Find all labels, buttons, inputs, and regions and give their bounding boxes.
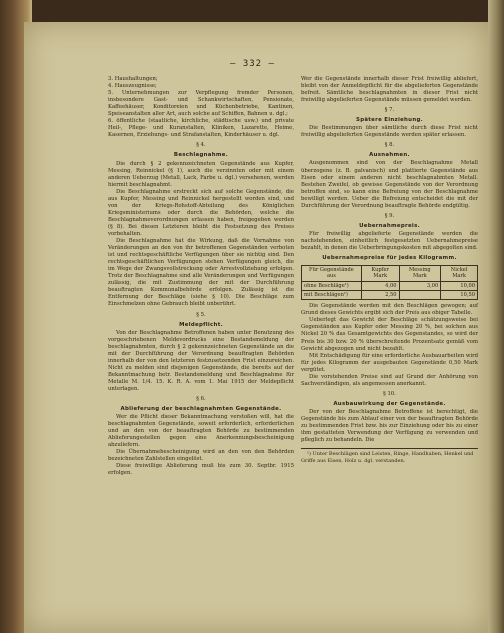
table-cell: 10,00 (441, 281, 478, 290)
list-item: 5. Unternehmungen zur Verpflegung fremder Personen, insbesondere Gast- und Schankwirtschaften, Pensionate, Kaffeehäuser, Konditoreien und Küchenbetriebe, Kantinen, Speiseanstalten aller Art, auch solche auf Schiffen, Bahnen u. dgl.; (108, 90, 294, 118)
list-item: 3. Haushaltungen; (108, 76, 158, 82)
paragraph: Ueberlegt das Gewicht der Beschläge schätzungsweise bei Gegenständen aus Kupfer oder Messing 20 %, bei solchen aus Nickel 20 % das Gesamtgewichts des Gegenstandes, so wird der Preis bis 30 bzw. 20 % überschreitende Prozentsatz gemäß vom Gewicht abgezogen und nicht bezahlt. (301, 317, 478, 352)
table-header: Messing Mark (399, 266, 441, 282)
table-header: Kupfer Mark (361, 266, 399, 282)
paragraph: Mit Entschädigung für eine erforderliche Ausbauarbeiten wird für jedes Kilogramm der ausgebauten Gegenstände 0,50 Mark vergütet. (301, 352, 478, 373)
table-row (302, 290, 478, 299)
table-cell (399, 290, 441, 299)
section-heading: Ablieferung der beschlagnahmten Gegenstände. (120, 406, 282, 413)
section-number: § 7. (384, 107, 395, 114)
table-header-row (302, 266, 478, 282)
table-cell: 3,00 (399, 281, 441, 290)
list-item: 4. Hauszeugnisse; (108, 83, 157, 90)
paragraph: Für freiwillig abgelieferte Gegenstände werden die nachstehenden, einheitlich festgesetzten Uebernahmepreise bezahlt, in denen die Ueberbringungskosten mit abgegolten sind. (301, 230, 478, 251)
page-number: — 332 — (230, 59, 275, 69)
paragraph: Ausgenommen sind von der Beschlagnahme Metall überzogene (z. B. galvanisch) und plattierte Gegenstände aus Eisen oder einem anderen nicht beschlagnahmten Metall. Bestehen Zweifel, ob gewisse Gegenstände von der Verordnung betroffen sind, so kann eine Befreiung von der Beschlagnahme bewilligt werden. Ueber die Befreiung entscheidet die mit der Durchführung der Verordnung beauftragte Behörde endgültig. (301, 160, 478, 209)
paragraph: Die vorstehenden Preise sind auf Grund der Anhörung von Sachverständigen, als angemessen anerkannt. (301, 373, 478, 387)
paragraph: Der von der Beschlagnahme Betroffene ist berechtigt, die Gegenstände bis zum Ablauf einer von der beauftragten Behörde zu bestimmenden Frist bzw. bis zur Einziehung oder bis zu einer ihm gestatteten Verwendung der Verfügung zu verwenden und pfleglich zu behandeln. Die (301, 408, 478, 444)
paragraph: Die Beschlagnahme erstreckt sich auf solche Gegenstände, die aus Kupfer, Messing und Reinnickel hergestellt worden sind, und von der Kriegs-Rohstoff-Abteilung des Königlichen Kriegsministeriums oder durch die Behörden, welche die Beschlagnahmeverordnungen erlassen haben, freigegeben werden (§ 8). Bei diesen Letzteren bleibt die Festsetzung des Preises vorbehalten. (108, 188, 294, 237)
table-cell: 2,50 (361, 290, 399, 299)
section-heading: Meldepflicht. (179, 321, 223, 328)
table-title: Uebernahmepreise für jedes Kilogramm. (322, 255, 457, 262)
section-number: § 8. (384, 142, 395, 149)
paragraph: Von der Beschlagnahme Betroffenen haben unter Benutzung des vorgeschriebenen Meldevordrucks eine Bestandsmeldung der beschlagnahmten, durch § 2 gekennzeichneten Gegenstände an die mit der Durchführung der Verordnung beauftragten Behörden innerhalb der von den letzteren festzusetzenden Frist einzureichen. Nicht zu melden sind diejenigen Gegenstände, die bereits auf der Bekanntmachung betr. Bestandsmeldung und Beschlagnahme für Metalle M. 1/4. 15. K. R. A. vom 1. Mai 1915 der Meldepflicht unterlagen. (108, 329, 294, 392)
section-heading: Beschlagnahme. (173, 152, 229, 159)
paragraph: Die Beschlagnahme hat die Wirkung, daß die Vornahme von Veränderungen an den von ihr betroffenen Gegenständen verboten ist und rechtsgeschäftliche Verfügungen über sie nichtig sind. Den rechtsgeschäftlichen Verfügungen stehen Verfügungen gleich, die im Wege der Zwangsvollstreckung oder Arrestvollziehung erfolgen. Trotz der Beschlagnahme sind alle Veränderungen und Verfügungen zulässig, die mit Zustimmung der mit der Durchführung beauftragten Kommunalbehörde erfolgen. Zulässig ist die Entfernung der Beschläge (siehe § 10). Die Beschläge zum Einschmelzen ohne Gebrauch bleibt unberührt. (108, 238, 294, 308)
table-header: Nickel Mark (441, 266, 478, 282)
section-heading: Spätere Einziehung. (356, 117, 423, 124)
section-number: § 10. (383, 390, 396, 397)
paragraph: Die Übernahmebescheinigung wird an den von den Behörden bezeichneten Zahlstellen eingelöst. (108, 449, 294, 463)
table-cell: 4,00 (361, 281, 399, 290)
left-column (108, 76, 294, 478)
paragraph: Die Bestimmungen über sämtliche durch diese Frist nicht freiwillig abgelieferten Gegenstände werden später erlassen. (301, 125, 478, 139)
paragraph: Diese freiwillige Ablieferung muß bis zum 30. Septbr. 1915 erfolgen. (108, 463, 294, 477)
section-number: § 9. (384, 212, 395, 219)
section-heading: Ausbauwirkung der Gegenstände. (333, 400, 446, 407)
table-header: Für Gegenstände aus (302, 266, 362, 282)
right-column (301, 76, 478, 464)
paragraph: Wer die Pflicht dieser Bekanntmachung verstoßen will, hat die beschlagnahmten Gegenstände, soweit erforderlich, erforderlichen und an den von der beauftragten Behörde zu bestimmenden Ablieferungsstellen gegen eine Anerkennungsbescheinigung abzuliefern. (108, 414, 294, 449)
section-heading: Ausnahmen. (369, 152, 410, 159)
section-number: § 4. (196, 142, 206, 149)
section-heading: Uebernahmepreis. (359, 222, 420, 229)
table-row (302, 281, 478, 290)
section-number: § 6. (196, 396, 206, 403)
paragraph: Die Gegenstände werden mit den Beschlägen gewogen; auf Grund dieses Gewichts ergibt sich der Preis aus obiger Tabelle. (301, 303, 478, 317)
price-table (301, 265, 478, 300)
table-cell: ohne Beschläge¹) (302, 281, 362, 290)
paragraph: Wer die Gegenstände innerhalb dieser Frist freiwillig abliefert, bleibt von der Anmeldepflicht für die abgelieferten Gegenstände befreit. Sämtliche beschlagnahmten in dieser Frist nicht freiwillig abgelieferten Gegenstände müssen gemeldet werden. (301, 76, 478, 104)
list-item: 6. öffentliche (staatliche, kirchliche, städtische usw.) und private Heil-, Pflege- und Kuranstalten, Kliniken, Lazarette, Heime, Kasernen, Erziehungs- und Strafanstalten, Kinderhäuser u. dgl. (108, 118, 294, 139)
table-cell: mit Beschlägen¹) (302, 290, 362, 299)
paragraph: Die durch § 2 gekennzeichneten Gegenstände aus Kupfer, Messing, Reinnickel (§ 1), auch die verzinnten oder mit einem anderen Ueberzug (Metall, Lack, Farbe u. dgl.) versehenen, werden hiermit beschlagnahmt. (108, 160, 294, 188)
page-edge (488, 0, 504, 633)
footnote: ¹) Unter Beschlägen sind Leisten, Ringe, Handhaben, Henkel und Griffe aus Eisen, Holz u. dgl. verstanden. (301, 448, 478, 464)
table-cell: 10,50 (441, 290, 478, 299)
section-number: § 5. (196, 311, 206, 318)
